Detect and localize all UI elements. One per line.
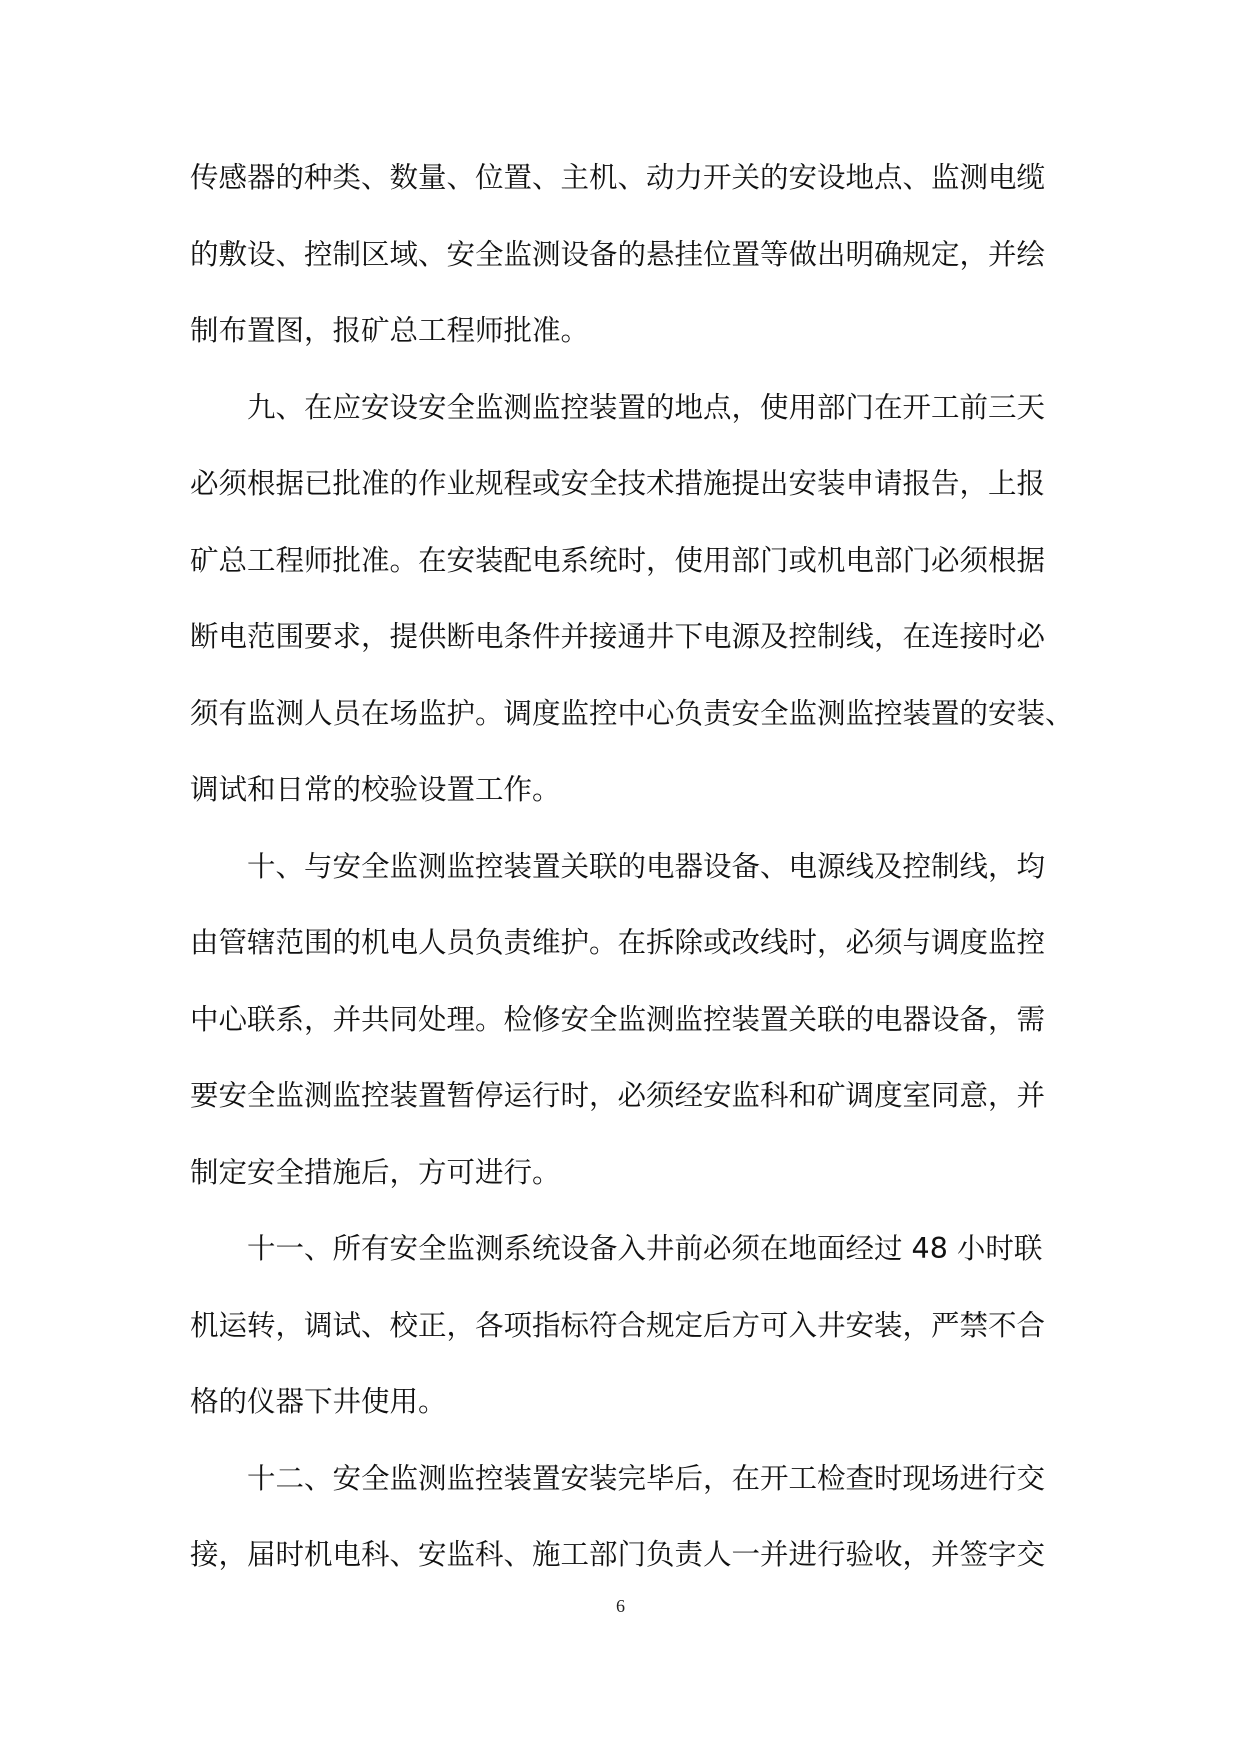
text-line: 矿总工程师批准。在安装配电系统时，使用部门或机电部门必须根据: [190, 543, 1046, 577]
paragraph-11-first-line: 十一、所有安全监测系统设备入井前必须在地面经过 48 小时联: [247, 1232, 1043, 1265]
paragraph-10-first-line: 十、与安全监测监控装置关联的电器设备、电源线及控制线，均: [247, 849, 1046, 883]
text-line: 制布置图，报矿总工程师批准。: [190, 314, 590, 347]
text-line: 调试和日常的校验设置工作。: [190, 773, 561, 806]
text-line: 的敷设、控制区域、安全监测设备的悬挂位置等做出明确规定，并绘: [190, 237, 1046, 271]
body-text: [190, 140, 1074, 1594]
text-line: 要安全监测监控装置暂停运行时，必须经安监科和矿调度室同意，并: [190, 1079, 1046, 1112]
page-number: 6: [616, 1596, 625, 1616]
text-line: 须有监测人员在场监护。调度监控中心负责安全监测监控装置的安装、: [190, 696, 1074, 730]
text-line: 断电范围要求，提供断电条件并接通井下电源及控制线，在连接时必: [190, 620, 1046, 653]
text-line: 机运转，调试、校正，各项指标符合规定后方可入井安装，严禁不合: [190, 1308, 1046, 1342]
text-line: 由管辖范围的机电人员负责维护。在拆除或改线时，必须与调度监控: [190, 926, 1046, 959]
text-line: 中心联系，并共同处理。检修安全监测监控装置关联的电器设备，需: [190, 1002, 1046, 1036]
text-line: 格的仪器下井使用。: [190, 1385, 447, 1418]
paragraph-9-first-line: 九、在应安设安全监测监控装置的地点，使用部门在开工前三天: [247, 390, 1046, 424]
text-line: 制定安全措施后，方可进行。: [190, 1155, 561, 1189]
text-line: 必须根据已批准的作业规程或安全技术措施提出安装申请报告，上报: [190, 467, 1046, 500]
paragraph-12-first-line: 十二、安全监测监控装置安装完毕后，在开工检查时现场进行交: [247, 1461, 1046, 1495]
text-line: 传感器的种类、数量、位置、主机、动力开关的安设地点、监测电缆: [190, 161, 1046, 194]
text-line: 接，届时机电科、安监科、施工部门负责人一并进行验收，并签字交: [190, 1538, 1046, 1571]
